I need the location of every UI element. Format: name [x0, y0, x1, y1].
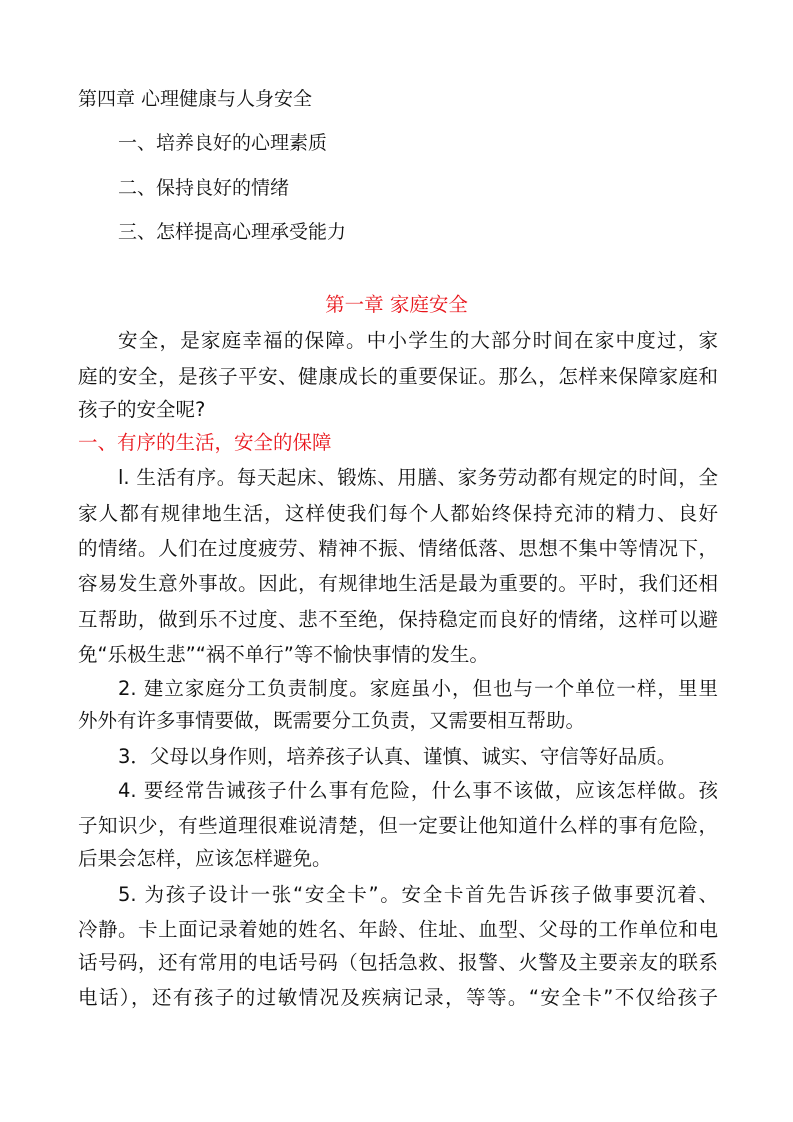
paragraph-5-line-2: 冷静。卡上面记录着她的姓名、年龄、住址、血型、父母的工作单位和电 — [78, 918, 718, 941]
toc-item-2: 二、保持良好的情绪 — [118, 177, 290, 199]
paragraph-5-line-1: 5. 为孩子设计一张“安全卡”。安全卡首先告诉孩子做事要沉着、 — [118, 883, 718, 906]
toc-item-3: 三、怎样提高心理承受能力 — [118, 221, 347, 243]
paragraph-5-line-4: 电话），还有孩子的过敏情况及疾病记录，等等。“安全卡”不仅给孩子 — [78, 986, 718, 1009]
paragraph-5-line-3: 话号码，还有常用的电话号码（包括急救、报警、火警及主要亲友的联系 — [78, 951, 718, 974]
paragraph-1-line-5: 互帮助，做到乐不过度、悲不至绝，保持稳定而良好的情绪，这样可以避 — [78, 608, 718, 631]
paragraph-1-line-2: 家人都有规律地生活，这样使我们每个人都始终保持充沛的精力、良好 — [78, 502, 718, 525]
paragraph-3-line-1: 3．父母以身作则，培养孩子认真、谨慎、诚实、守信等好品质。 — [118, 745, 677, 768]
intro-line-3: 孩子的安全呢? — [78, 398, 206, 421]
intro-line-1: 安全，是家庭幸福的保障。中小学生的大部分时间在家中度过，家 — [118, 329, 718, 352]
paragraph-1-line-3: 的情绪。人们在过度疲劳、精神不振、情绪低落、思想不集中等情况下， — [78, 537, 718, 560]
paragraph-4-line-3: 后果会怎样，应该怎样避免。 — [78, 847, 332, 870]
section-heading: 一、有序的生活，安全的保障 — [78, 431, 332, 454]
paragraph-1-line-1: l. 生活有序。每天起床、锻炼、用膳、家务劳动都有规定的时间，全 — [118, 466, 718, 489]
chapter-title: 第一章 家庭安全 — [325, 293, 468, 316]
paragraph-2-line-1: 2. 建立家庭分工负责制度。家庭虽小，但也与一个单位一样，里里 — [118, 677, 718, 700]
toc-chapter-title: 第四章 心理健康与人身安全 — [78, 88, 313, 110]
intro-line-2: 庭的安全，是孩子平安、健康成长的重要保证。那么，怎样来保障家庭和 — [78, 365, 718, 388]
paragraph-1-line-4: 容易发生意外事故。因此，有规律地生活是最为重要的。平时，我们还相 — [78, 572, 718, 595]
paragraph-4-line-1: 4. 要经常告诫孩子什么事有危险，什么事不该做，应该怎样做。孩 — [118, 779, 718, 802]
paragraph-2-line-2: 外外有许多事情要做，既需要分工负责，又需要相互帮助。 — [78, 709, 586, 732]
toc-item-1: 一、培养良好的心理素质 — [118, 132, 328, 154]
paragraph-1-line-6: 免“乐极生悲”“祸不单行”等不愉快事情的发生。 — [78, 643, 489, 666]
paragraph-4-line-2: 子知识少，有些道理很难说清楚，但一定要让他知道什么样的事有危险， — [78, 814, 718, 837]
